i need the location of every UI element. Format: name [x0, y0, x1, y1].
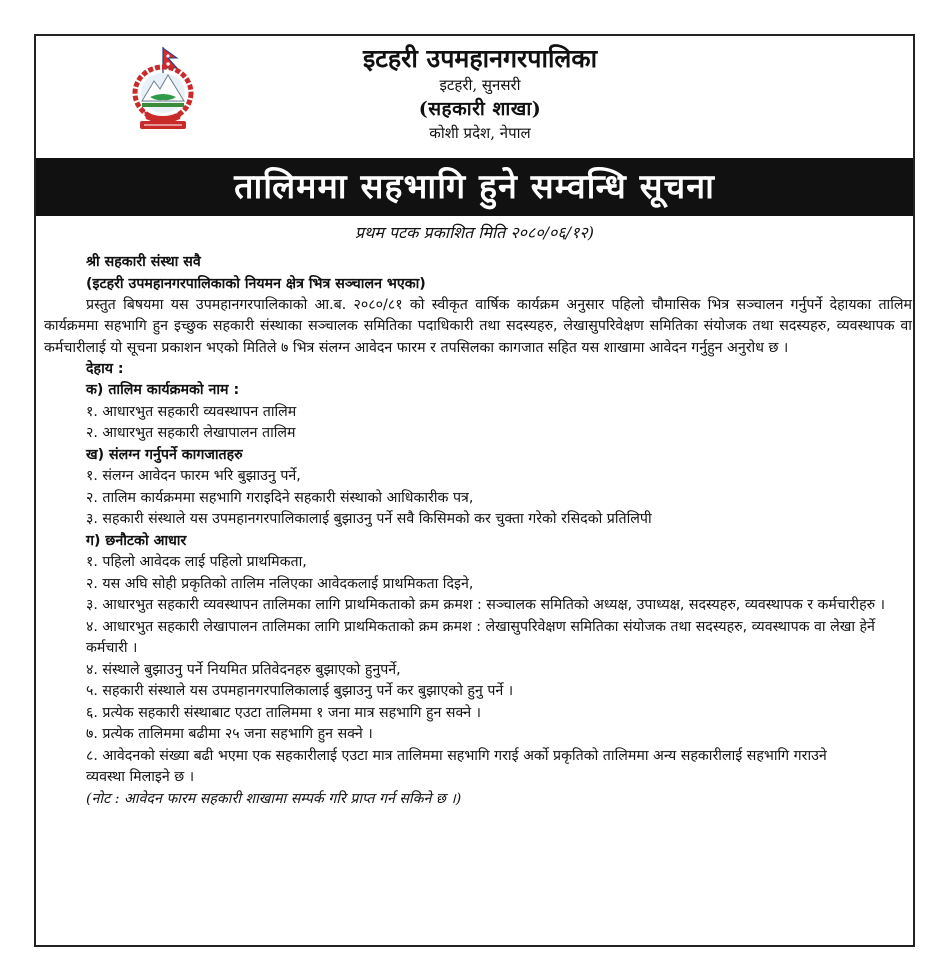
list-item: २. आधारभुत सहकारी लेखापालन तालिम	[86, 425, 296, 442]
list-item: ६. प्रत्येक सहकारी संस्थाबाट एउटा तालिममा १ जना मात्र सहभागि हुन सक्ने ।	[86, 704, 482, 721]
section-ka-heading: क) तालिम कार्यक्रमको नाम :	[86, 382, 240, 399]
office-location: इटहरी, सुनसरी	[439, 76, 521, 94]
list-item: १. संलग्न आवेदन फारम भरि बुझाउनु पर्ने,	[86, 468, 301, 485]
section-kha-heading: ख) संलग्न गर्नुपर्ने कागजातहरु	[86, 446, 243, 463]
notice-body	[44, 252, 912, 810]
list-item: ३. सहकारी संस्थाले यस उपमहानगरपालिकालाई बुझाउनु पर्ने सवै किसिमको कर चुक्ता गरेको रसिदको प्रतिलिपी	[86, 511, 652, 528]
details-heading: देहाय :	[86, 360, 124, 377]
notice-banner: तालिममा सहभागि हुने सम्वन्धि सूचना	[36, 158, 913, 216]
list-item: १. पहिलो आवेदक लाई पहिलो प्राथमिकता,	[86, 554, 307, 571]
list-item: १. आधारभुत सहकारी व्यवस्थापन तालिम	[86, 403, 297, 420]
section-ga-heading: ग) छनौटको आधार	[86, 532, 187, 549]
addressee-scope: (इटहरी उपमहानगरपालिकाको नियमन क्षेत्र भित्र सञ्चालन भएका)	[86, 275, 426, 292]
intro-paragraph: प्रस्तुत बिषयमा यस उपमहानगरपालिकाको आ.ब. २०८०/८१ को स्वीकृत वार्षिक कार्यक्रम अनुसार पहिलो चौमासिक भित्र सञ्चालन गर्नुपर्ने देहायका तालिम कार्यक्रममा सहभागि हुन इच्छुक सहकारी संस्थाका सञ्चालक समितिका पदाधिकारी तथा सदस्यहरु, लेखासुपरिवेक्षण समितिका संयोजक तथा सदस्यहरु, व्यवस्थापक वा कर्मचारीलाई यो सूचना प्रकाशन भएको मितिले ७ भित्र संलग्न आवेदन फारम र तपसिलका कागजात सहित यस शाखामा आवेदन गर्नुहुन अनुरोध छ ।	[44, 297, 912, 356]
office-title: इटहरी उपमहानगरपालिका	[362, 44, 598, 73]
list-item: ३. आधारभुत सहकारी व्यवस्थापन तालिमका लागि प्राथमिकताको क्रम क्रमश : सञ्चालक समितिको अध्यक्ष, उपाध्यक्ष, सदस्यहरु, व्यवस्थापक र कर्मचारीहरु ।	[86, 597, 885, 614]
addressee: श्री सहकारी संस्था सवै	[86, 254, 201, 270]
list-item: ७. प्रत्येक तालिममा बढीमा २५ जना सहभागि हुन सक्ने ।	[86, 726, 373, 743]
branch-name: (सहकारी शाखा)	[418, 98, 542, 120]
nepal-emblem-logo	[130, 45, 196, 133]
list-item: २. तालिम कार्यक्रममा सहभागि गराइदिने सहकारी संस्थाको आधिकारीक पत्र,	[86, 489, 474, 506]
list-item: ८. आवेदनको संख्या बढी भएमा एक सहकारीलाई एउटा मात्र तालिममा सहभागि गराई अर्को प्रकृतिको तालिममा अन्य सहकारीलाई सहभागि गराउने व्यवस्था मिलाइने छ ।	[86, 747, 827, 786]
province-name: कोशी प्रदेश, नेपाल	[429, 124, 531, 142]
list-item: ४. आधारभुत सहकारी लेखापालन तालिमका लागि प्राथमिकताको क्रम क्रमश : लेखासुपरिवेक्षण समितिका संयोजक तथा सदस्यहरु, व्यवस्थापक वा लेखा हेर्ने कर्मचारी ।	[86, 618, 875, 657]
list-item: २. यस अघि सोही प्रकृतिको तालिम नलिएका आवेदकलाई प्राथमिकता दिइने,	[86, 575, 474, 592]
footnote: (नोट : आवेदन फारम सहकारी शाखामा सम्पर्क गरि प्राप्त गर्न सकिने छ ।)	[86, 790, 462, 807]
list-item: ५. सहकारी संस्थाले यस उपमहानगरपालिकालाई बुझाउनु पर्ने कर बुझाएको हुनु पर्ने ।	[86, 683, 514, 700]
office-header	[200, 44, 760, 144]
list-item: ४. संस्थाले बुझाउनु पर्ने नियमित प्रतिवेदनहरु बुझाएको हुनुपर्ने,	[86, 661, 401, 678]
publication-date: प्रथम पटक प्रकाशित मिति २०८०/०६/१२)	[355, 223, 594, 242]
